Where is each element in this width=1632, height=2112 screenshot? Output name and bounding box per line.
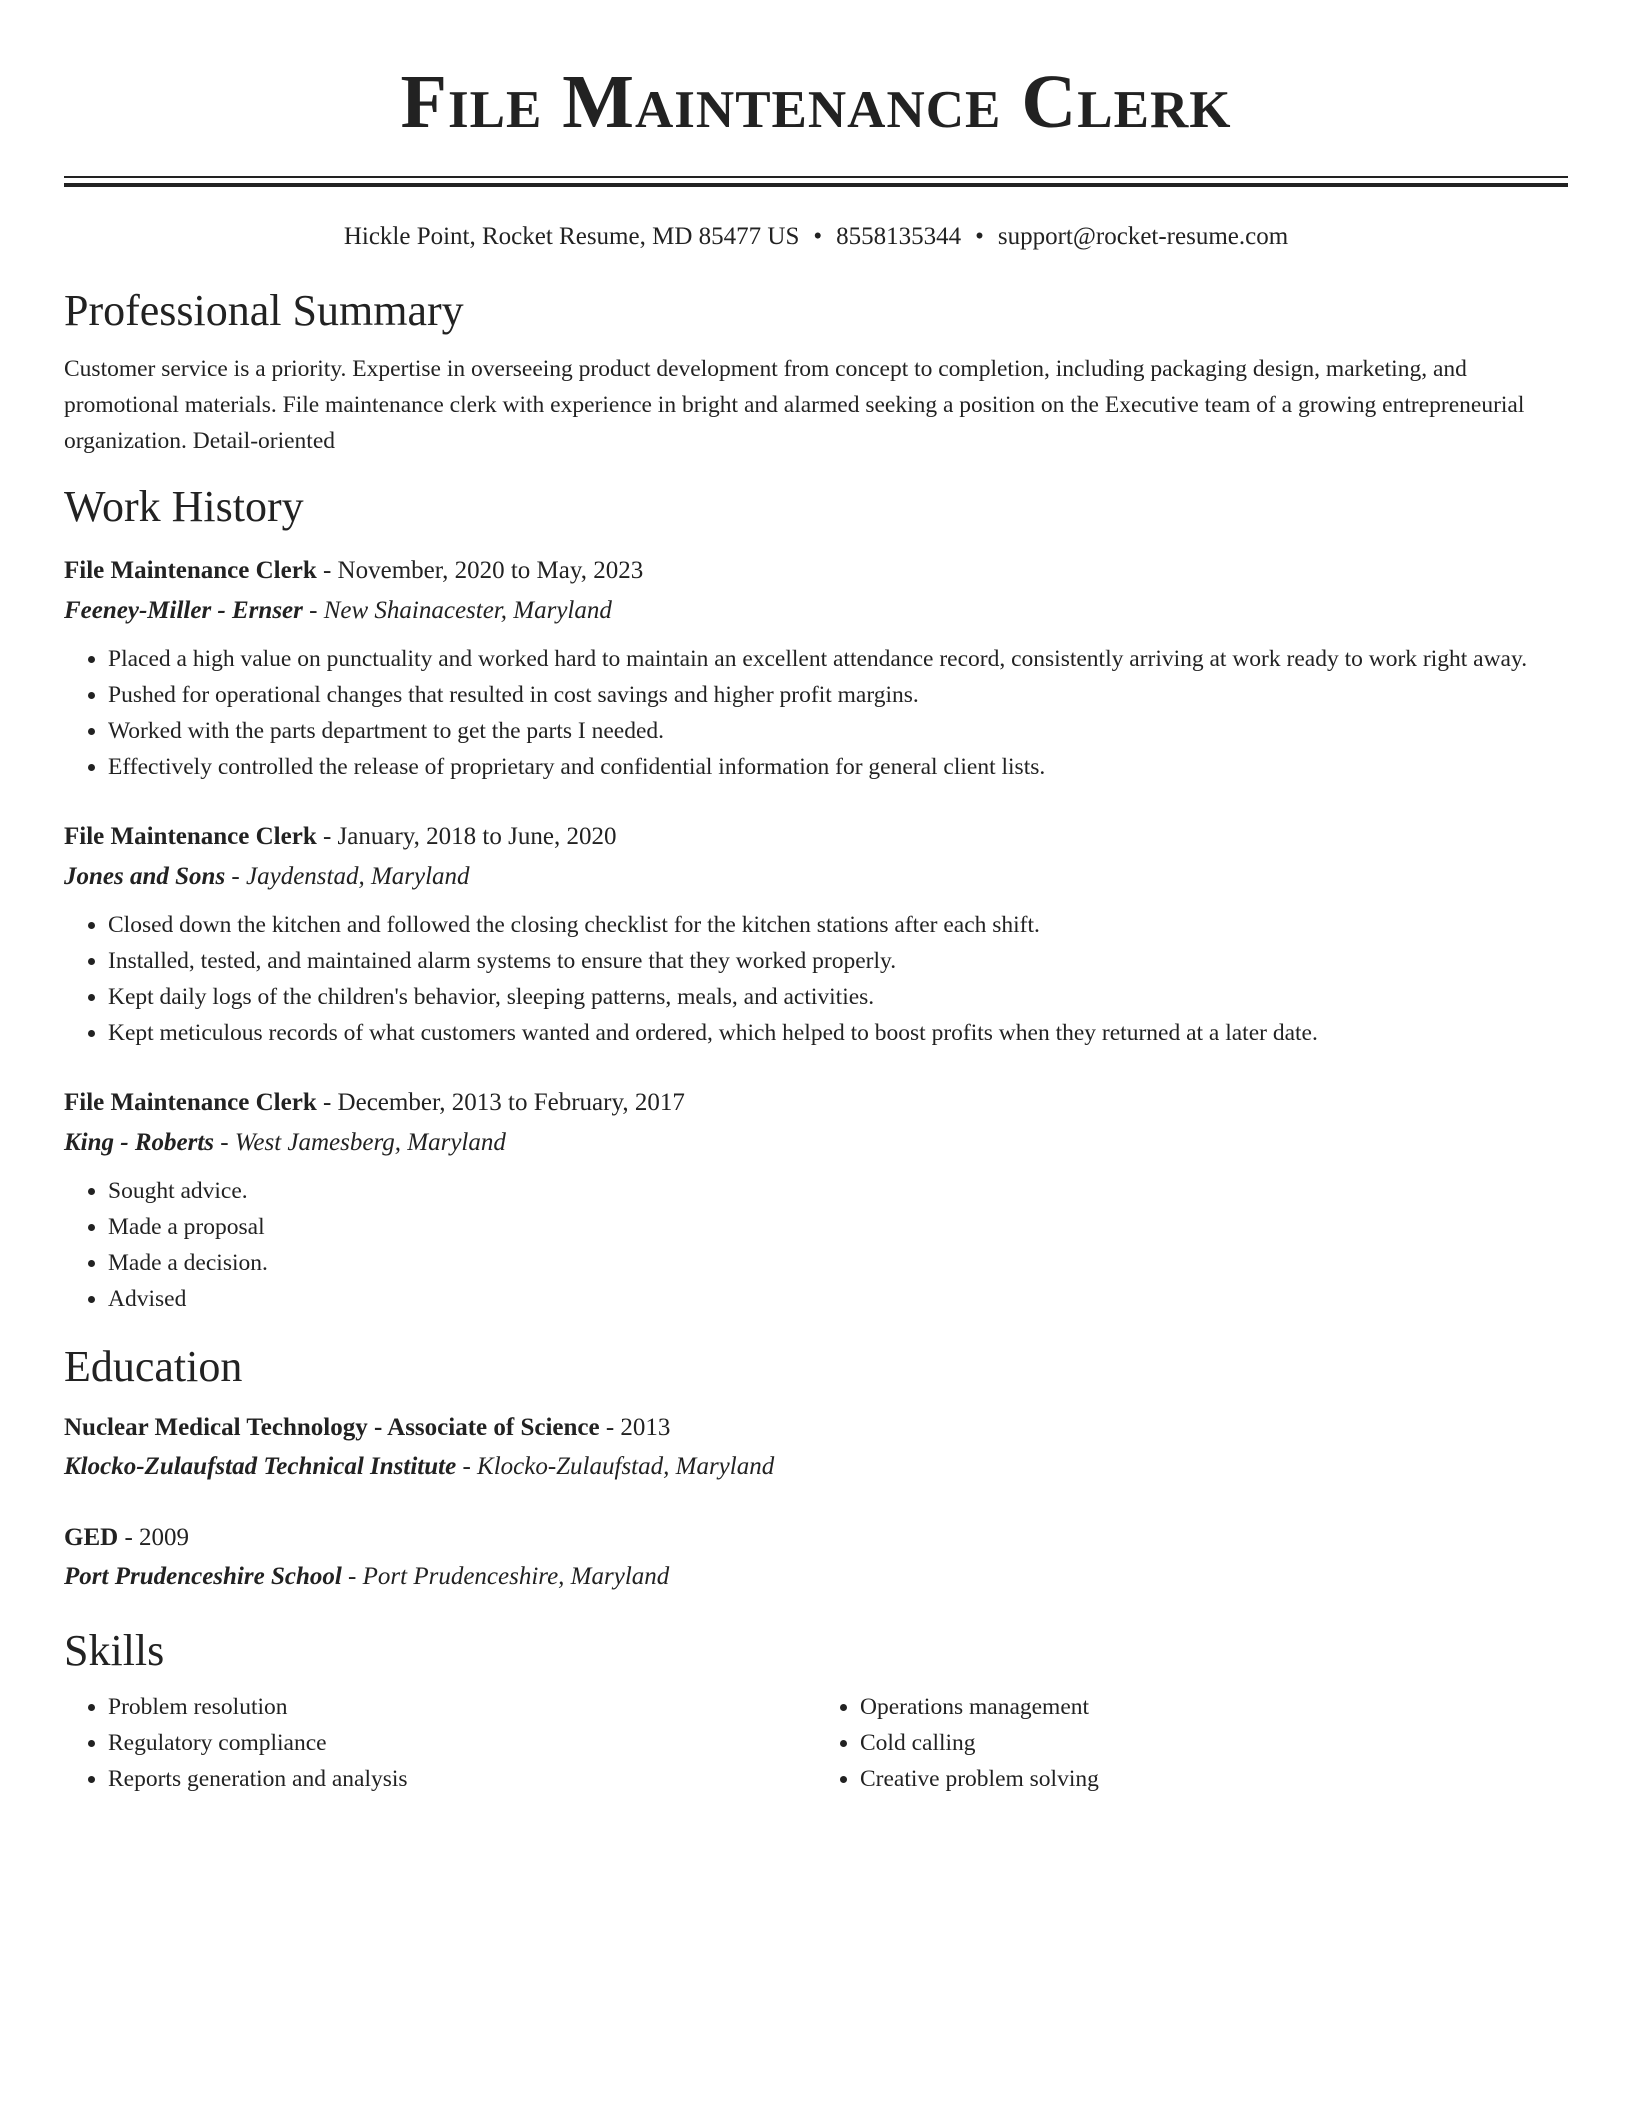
job-entry	[64, 551, 1568, 785]
list-item: • Pushed for operational changes that resulted in cost savings and higher profit margins.	[108, 677, 1568, 713]
job-bullets	[64, 641, 1568, 785]
job-title: File Maintenance Clerk	[64, 823, 317, 850]
list-item: • Effectively controlled the release of proprietary and confidential information for general client lists.	[108, 749, 1568, 785]
employer-line	[64, 1123, 1568, 1163]
employer-line	[64, 857, 1568, 897]
contact-line	[64, 219, 1568, 255]
contact-email: support@rocket-resume.com	[997, 223, 1289, 250]
job-title: File Maintenance Clerk	[64, 557, 317, 584]
employer-line	[64, 591, 1568, 631]
list-item: • Placed a high value on punctuality and worked hard to maintain an excellent attendance record, consistently arriving at work ready to work right away.	[108, 641, 1568, 677]
employer-name: King - Roberts	[64, 1129, 215, 1156]
contact-separator: •	[975, 223, 984, 250]
employer-location: - West Jamesberg, Maryland	[214, 1129, 506, 1156]
job-dates: - December, 2013 to February, 2017	[316, 1089, 685, 1116]
education-entry	[64, 1519, 1568, 1597]
job-title-line	[64, 1083, 1568, 1123]
degree-name: Nuclear Medical Technology - Associate of Science	[64, 1414, 600, 1441]
list-item: • Made a proposal	[108, 1209, 1568, 1245]
job-entry	[64, 817, 1568, 1051]
skill-item: • Regulatory compliance	[108, 1725, 816, 1761]
skill-item: • Cold calling	[860, 1725, 1568, 1761]
school-name: Klocko-Zulaufstad Technical Institute	[64, 1453, 457, 1480]
school-location: - Port Prudenceshire, Maryland	[341, 1563, 670, 1590]
skill-item: • Creative problem solving	[860, 1761, 1568, 1797]
education-entry	[64, 1409, 1568, 1487]
list-item: • Worked with the parts department to get the parts I needed.	[108, 713, 1568, 749]
degree-line	[64, 1519, 1568, 1557]
list-item: • Sought advice.	[108, 1173, 1568, 1209]
education-heading: Education	[64, 1342, 243, 1391]
title-divider	[64, 176, 1568, 187]
list-item: • Kept daily logs of the children's behavior, sleeping patterns, meals, and activities.	[108, 979, 1568, 1015]
employer-name: Feeney-Miller - Ernser	[64, 597, 303, 624]
skills-column-right	[816, 1689, 1568, 1797]
contact-address: Hickle Point, Rocket Resume, MD 85477 US	[343, 223, 800, 250]
summary-text: Customer service is a priority. Expertise in overseeing product development from concept to completion, including packaging design, marketing, and promotional materials. File maintenance clerk with experience in bright and alarmed seeking a position on the Executive team of a growing entrepreneurial organization. Detail-oriented	[64, 356, 1525, 454]
degree-year: - 2013	[599, 1414, 671, 1441]
job-bullets	[64, 907, 1568, 1051]
skills-list	[64, 1689, 1568, 1797]
list-item: • Closed down the kitchen and followed the closing checklist for the kitchen stations after each shift.	[108, 907, 1568, 943]
degree-year: - 2009	[118, 1524, 190, 1551]
job-bullets	[64, 1173, 1568, 1317]
page-title: File Maintenance Clerk	[400, 60, 1232, 144]
job-title: File Maintenance Clerk	[64, 1089, 317, 1116]
list-item: • Advised	[108, 1281, 1568, 1317]
degree-line	[64, 1409, 1568, 1447]
job-title-line	[64, 551, 1568, 591]
skill-item: • Operations management	[860, 1689, 1568, 1725]
contact-phone: 8558135344	[836, 223, 962, 250]
summary-heading: Professional Summary	[64, 286, 464, 335]
job-title-line	[64, 817, 1568, 857]
degree-name: GED	[64, 1524, 119, 1551]
employer-location: - Jaydenstad, Maryland	[225, 863, 470, 890]
skills-column-left	[64, 1689, 816, 1797]
job-dates: - January, 2018 to June, 2020	[316, 823, 617, 850]
list-item: • Installed, tested, and maintained alarm systems to ensure that they worked properly.	[108, 943, 1568, 979]
job-entry	[64, 1083, 1568, 1317]
skill-item: • Reports generation and analysis	[108, 1761, 816, 1797]
job-dates: - November, 2020 to May, 2023	[316, 557, 644, 584]
school-location: - Klocko-Zulaufstad, Maryland	[456, 1453, 775, 1480]
school-line	[64, 1447, 1568, 1487]
employer-location: - New Shainacester, Maryland	[302, 597, 612, 624]
contact-separator: •	[813, 223, 823, 250]
skill-item: • Problem resolution	[108, 1689, 816, 1725]
school-name: Port Prudenceshire School	[64, 1563, 342, 1590]
list-item: • Kept meticulous records of what customers wanted and ordered, which helped to boost profits when they returned at a later date.	[108, 1015, 1568, 1051]
work-history-heading: Work History	[64, 482, 304, 531]
employer-name: Jones and Sons	[64, 863, 226, 890]
school-line	[64, 1557, 1568, 1597]
skills-heading: Skills	[64, 1626, 165, 1675]
list-item: • Made a decision.	[108, 1245, 1568, 1281]
